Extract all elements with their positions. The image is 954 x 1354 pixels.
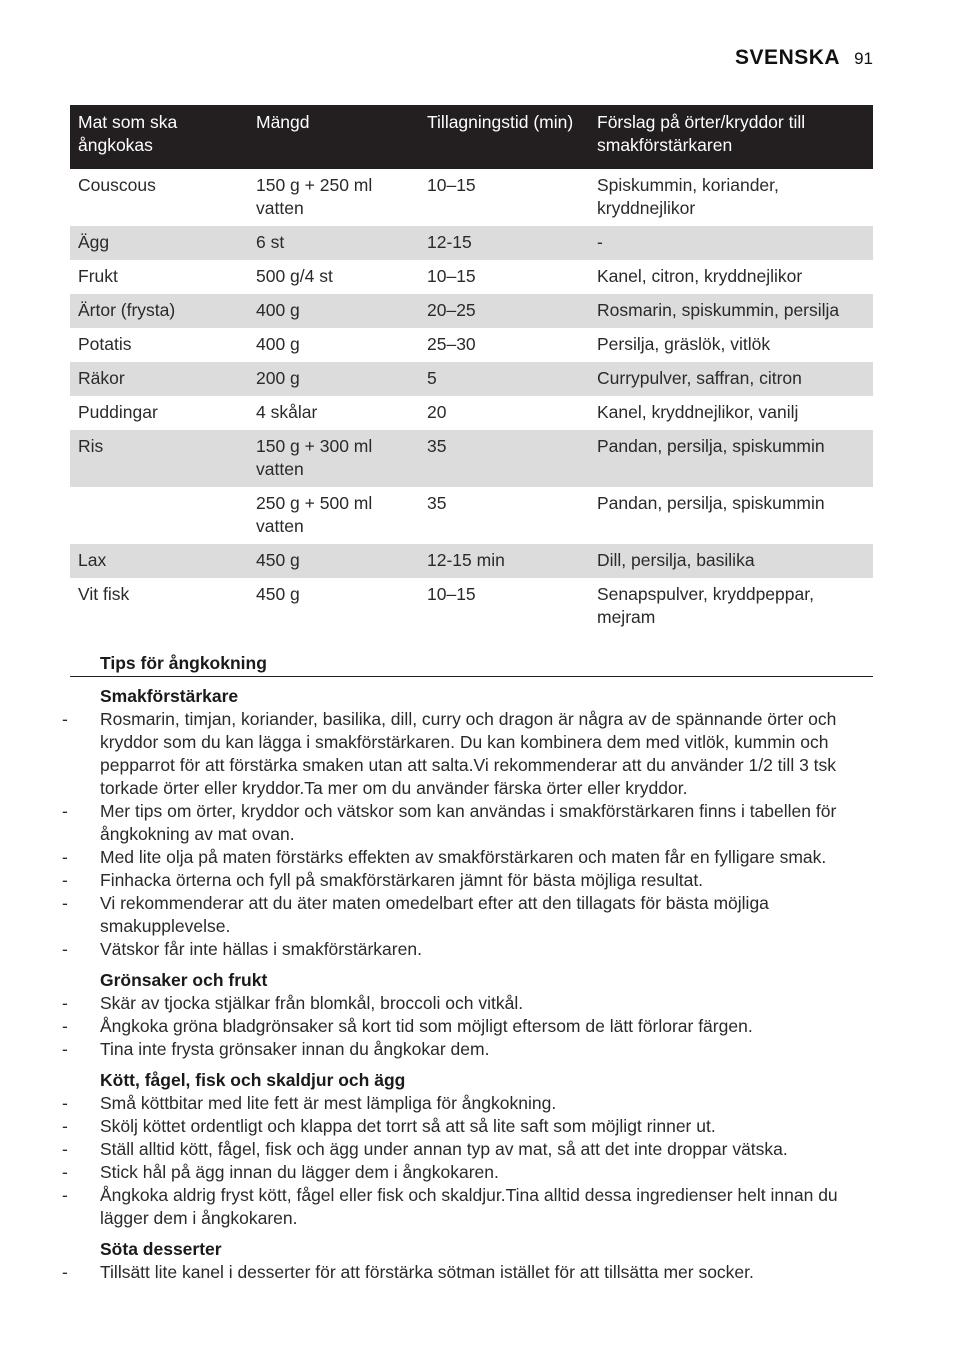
cell-herbs: Pandan, persilja, spiskummin: [589, 430, 873, 487]
list-item: - Rosmarin, timjan, koriander, basilika, dill, curry och dragon är några av de spännande örter och kryddor som du kan lägga i smakförstärkaren. Du kan kombinera dem med vitlök, kummin och pepparrot för att förstärka smaken utan att salta.Vi rekommenderar att du använder 1/2 till 3 tsk torkade örter eller kryddor.Ta mer om du använder färska örter eller kryddor.: [62, 708, 865, 800]
cell-herbs: Kanel, citron, kryddnejlikor: [597, 266, 803, 286]
subsection-heading: Kött, fågel, fisk och skaldjur och ägg: [100, 1070, 406, 1090]
list-item: - Skölj köttet ordentligt och klappa det torrt så att så lite saft som möjligt rinner ut.: [62, 1115, 865, 1138]
tips-title: Tips för ångkokning: [70, 651, 873, 677]
col-header-amount: Mängd: [248, 105, 419, 169]
cell-food: Lax: [70, 544, 248, 578]
cell-time: 20–25: [419, 294, 589, 328]
language-label: SVENSKA: [735, 46, 841, 69]
cell-amount: 450 g: [248, 544, 419, 578]
cell-amount: 200 g: [248, 362, 419, 396]
list-item: - Ångkoka gröna bladgrönsaker så kort tid som möjligt eftersom de lätt förlorar färgen.: [62, 1015, 865, 1038]
list-item: - Tina inte frysta grönsaker innan du ångkokar dem.: [62, 1038, 865, 1061]
cell-time: 10–15: [427, 266, 476, 286]
cell-time: 20: [427, 402, 447, 422]
subsection-heading: Grönsaker och frukt: [100, 970, 268, 990]
table-row: [70, 169, 873, 226]
col-header-time: Tillagningstid (min): [419, 105, 589, 169]
bullet-list: [70, 1261, 873, 1284]
list-item: - Små köttbitar med lite fett är mest lämpliga för ångkokning.: [62, 1092, 865, 1115]
cell-food: Potatis: [78, 334, 132, 354]
list-item: - Ångkoka aldrig fryst kött, fågel eller fisk och skaldjur.Tina alltid dessa ingredienser helt innan du lägger dem i ångkokaren.: [62, 1184, 865, 1230]
subsection-heading: Smakförstärkare: [100, 686, 239, 706]
subsection-heading: Söta desserter: [100, 1239, 222, 1259]
col-header-food: Mat som ska ångkokas: [70, 105, 248, 169]
cell-herbs: Spiskummin, koriander, kryddnejlikor: [597, 175, 779, 218]
cell-food: Vit fisk: [78, 584, 130, 604]
table-row: [70, 544, 873, 578]
list-item: - Med lite olja på maten förstärks effekten av smakförstärkaren och maten får en fylligare smak.: [62, 846, 865, 869]
bullet-list: [70, 992, 873, 1061]
cell-herbs: Senapspulver, kryddpeppar, mejram: [597, 584, 814, 627]
cell-amount: 250 g + 500 ml vatten: [256, 493, 373, 536]
cell-time: 25–30: [427, 334, 476, 354]
page-number: 91: [854, 49, 873, 68]
cell-food: [70, 487, 248, 544]
cell-food: Frukt: [78, 266, 118, 286]
page-header: [735, 46, 873, 70]
table-row: [70, 430, 873, 487]
cell-herbs: -: [589, 226, 873, 260]
cell-herbs: Rosmarin, spiskummin, persilja: [589, 294, 873, 328]
cell-herbs: Persilja, gräslök, vitlök: [597, 334, 771, 354]
cell-food: Ris: [70, 430, 248, 487]
cell-food: Ägg: [70, 226, 248, 260]
bullet-list: [70, 1092, 873, 1230]
table-header-row: [70, 105, 873, 169]
table-row: [70, 226, 873, 260]
table-row: [70, 578, 873, 635]
cell-herbs: Currypulver, saffran, citron: [589, 362, 873, 396]
list-item: - Mer tips om örter, kryddor och vätskor som kan användas i smakförstärkaren finns i tabellen för ångkokning av mat ovan.: [62, 800, 865, 846]
cell-herbs: Pandan, persilja, spiskummin: [597, 493, 825, 513]
cell-amount: 4 skålar: [256, 402, 318, 422]
cell-food: Puddingar: [78, 402, 158, 422]
cell-herbs: Kanel, kryddnejlikor, vanilj: [597, 402, 799, 422]
cell-time: 10–15: [427, 584, 476, 604]
table-row: [70, 328, 873, 362]
cell-amount: 150 g + 250 ml vatten: [256, 175, 373, 218]
col-header-herbs: Förslag på örter/kryddor till smakförstärkaren: [589, 105, 873, 169]
list-item: - Stick hål på ägg innan du lägger dem i ångkokaren.: [62, 1161, 865, 1184]
cell-time: 5: [419, 362, 589, 396]
cell-amount: 150 g + 300 ml vatten: [248, 430, 419, 487]
cell-herbs: Dill, persilja, basilika: [589, 544, 873, 578]
cell-food: Couscous: [78, 175, 156, 195]
table-row: [70, 487, 873, 544]
bullet-list: [70, 708, 873, 961]
cell-time: 35: [427, 493, 447, 513]
table-row: [70, 396, 873, 430]
cell-time: 12-15 min: [419, 544, 589, 578]
list-item: - Vi rekommenderar att du äter maten omedelbart efter att den tillagats för bästa möjliga smakupplevelse.: [62, 892, 865, 938]
list-item: - Skär av tjocka stjälkar från blomkål, broccoli och vitkål.: [62, 992, 865, 1015]
table-row: [70, 260, 873, 294]
list-item: - Ställ alltid kött, fågel, fisk och ägg under annan typ av mat, så att det inte droppar vätska.: [62, 1138, 865, 1161]
list-item: - Vätskor får inte hällas i smakförstärkaren.: [62, 938, 865, 961]
cell-amount: 400 g: [256, 334, 300, 354]
steaming-table: [70, 105, 873, 635]
cell-food: Ärtor (frysta): [70, 294, 248, 328]
table-row: [70, 362, 873, 396]
cell-amount: 450 g: [256, 584, 300, 604]
tips-section: [70, 651, 873, 1284]
cell-time: 12-15: [419, 226, 589, 260]
cell-time: 35: [419, 430, 589, 487]
cell-food: Räkor: [70, 362, 248, 396]
cell-amount: 400 g: [248, 294, 419, 328]
cell-amount: 6 st: [248, 226, 419, 260]
list-item: - Tillsätt lite kanel i desserter för att förstärka sötman istället för att tillsätta mer socker.: [62, 1261, 865, 1284]
cell-time: 10–15: [427, 175, 476, 195]
table-row: [70, 294, 873, 328]
cell-amount: 500 g/4 st: [256, 266, 333, 286]
list-item: - Finhacka örterna och fyll på smakförstärkaren jämnt för bästa möjliga resultat.: [62, 869, 865, 892]
